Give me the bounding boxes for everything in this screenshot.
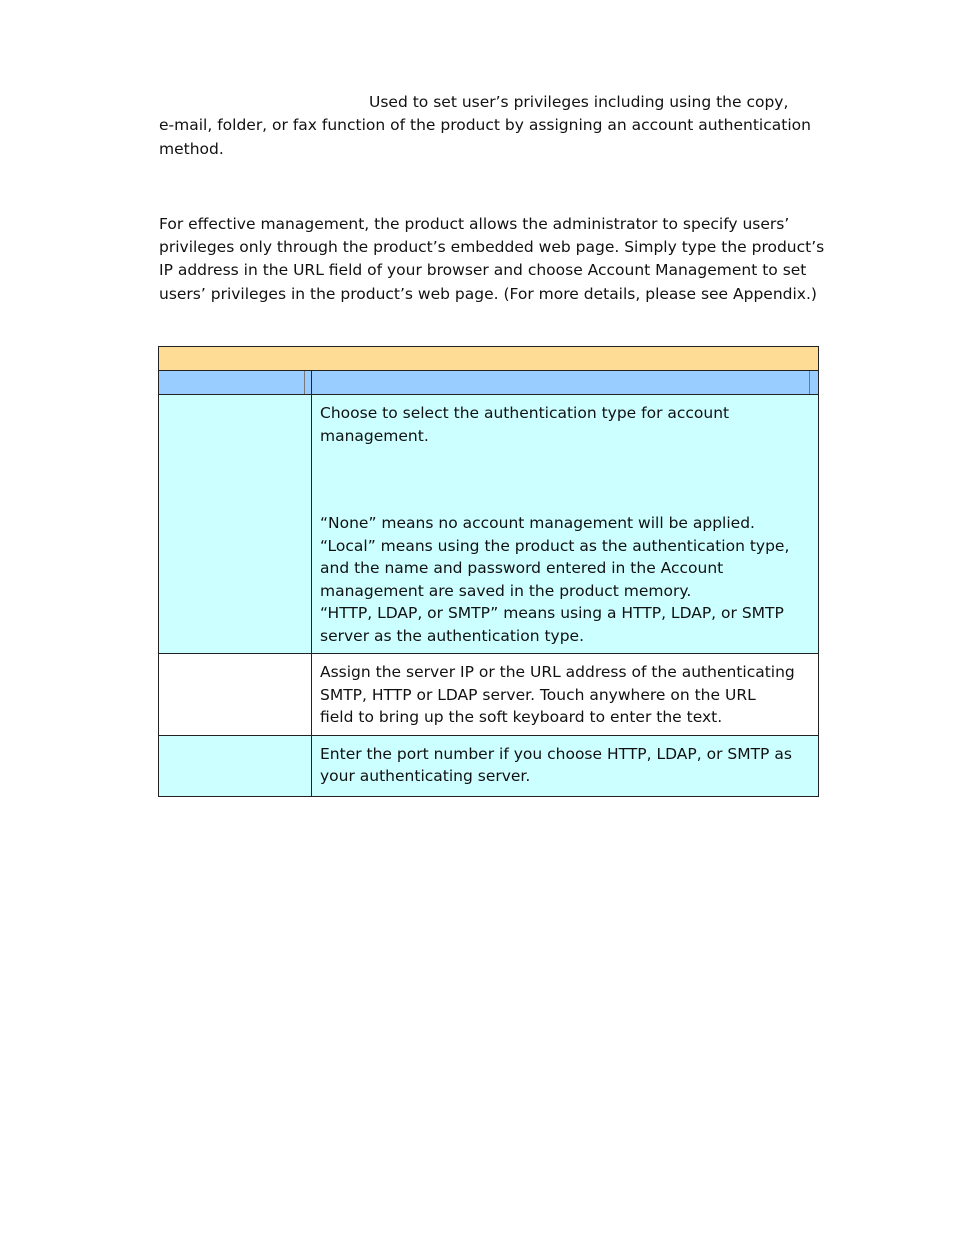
description-line: management are saved in the product memory.: [320, 581, 692, 600]
description-line: “None” means no account management will be applied.: [320, 514, 755, 532]
description-line: SMTP, HTTP or LDAP server. Touch anywhere on the URL: [320, 685, 756, 704]
table-title-cell: [159, 347, 819, 371]
body-paragraph-line-1: For effective management, the product allows the administrator to specify users’: [159, 215, 790, 233]
row-description-cell: [312, 395, 819, 654]
intro-text-line-2: e-mail, folder, or fax function of the product by assigning an account authentication: [159, 116, 811, 134]
description-line: management.: [320, 426, 429, 445]
row-description-cell: [312, 654, 819, 736]
body-paragraph-line-4: users’ privileges in the product’s web page. (For more details, please see Appendix.): [159, 285, 817, 303]
description-line: “HTTP, LDAP, or SMTP” means using a HTTP, LDAP, or SMTP: [320, 604, 784, 622]
body-paragraph-line-3: IP address in the URL field of your browser and choose Account Management to set: [159, 261, 807, 279]
row-item-cell: [159, 735, 312, 796]
account-settings-table: [158, 346, 819, 797]
header-description-cell: [312, 371, 819, 395]
description-line: Enter the port number if you choose HTTP, LDAP, or SMTP as: [320, 744, 792, 763]
description-line: Assign the server IP or the URL address of the authenticating: [320, 663, 795, 681]
body-paragraph-line-2: privileges only through the product’s embedded web page. Simply type the product’s: [159, 238, 825, 256]
header-divider: [809, 371, 810, 394]
table-row: [159, 654, 819, 736]
description-line: server as the authentication type.: [320, 626, 585, 645]
row-description-cell: [312, 735, 819, 796]
description-line: and the name and password entered in the Account: [320, 559, 724, 577]
description-gap: [320, 447, 810, 512]
description-line: Choose to select the authentication type for account: [320, 404, 730, 422]
description-line: your authenticating server.: [320, 767, 531, 785]
table-title-row: [159, 347, 819, 371]
row-item-cell: [159, 654, 312, 736]
intro-text-line-3: method.: [159, 140, 224, 158]
intro-text-line-1: Used to set user’s privileges including using the copy,: [369, 93, 789, 111]
table-row: [159, 735, 819, 796]
description-line: “Local” means using the product as the authentication type,: [320, 536, 790, 555]
header-item-cell: [159, 371, 312, 395]
row-item-cell: [159, 395, 312, 654]
table-row: [159, 395, 819, 654]
table-header-row: [159, 371, 819, 395]
description-line: field to bring up the soft keyboard to enter the text.: [320, 708, 723, 726]
header-divider: [304, 371, 305, 394]
